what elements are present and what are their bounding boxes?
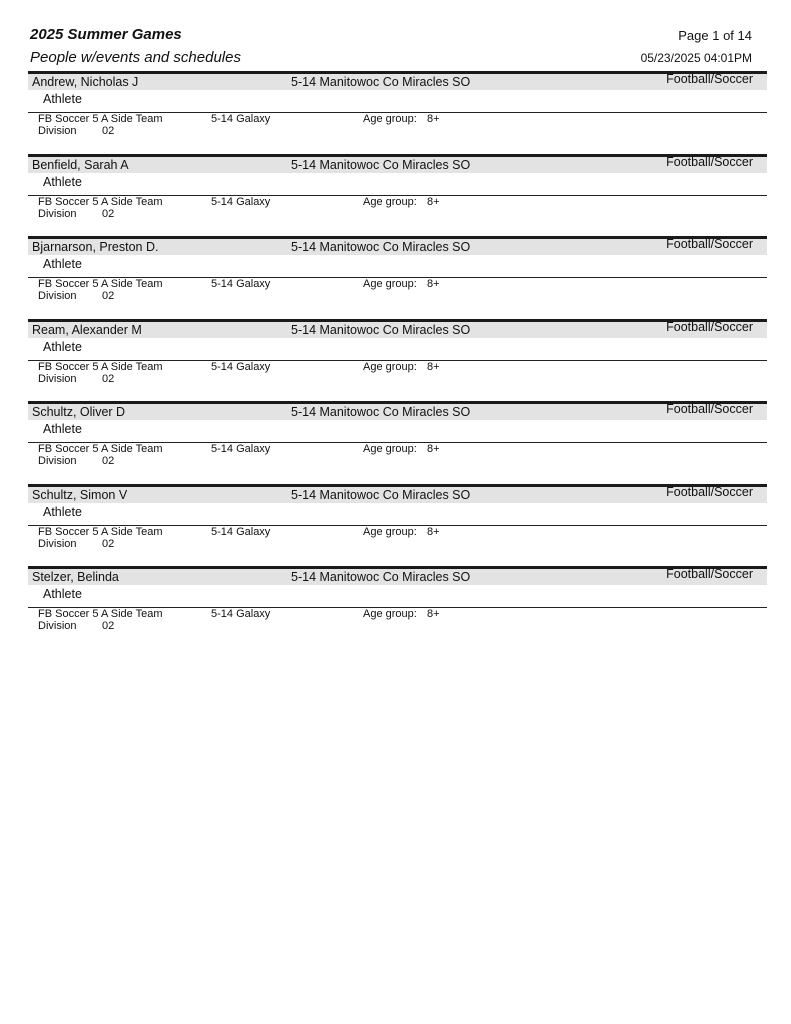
club-name: 5-14 Manitowoc Co Miracles SO <box>291 570 471 584</box>
person-name: Andrew, Nicholas J <box>32 75 139 89</box>
sport-name: Football/Soccer <box>666 154 753 169</box>
division-value: 02 <box>102 455 115 467</box>
event-name: FB Soccer 5 A Side Team <box>38 195 163 208</box>
division-label: Division <box>38 290 77 302</box>
person-role: Athlete <box>43 587 82 601</box>
club-name: 5-14 Manitowoc Co Miracles SO <box>291 487 471 502</box>
page-number: Page 1 of 14 <box>678 28 752 43</box>
age-group-label: Age group: <box>363 278 417 290</box>
person-record <box>28 566 767 649</box>
person-name: Schultz, Oliver D <box>32 405 126 419</box>
division-value: 02 <box>102 537 115 550</box>
sport-name: Football/Soccer <box>666 72 753 86</box>
report-header <box>30 26 752 70</box>
event-name: FB Soccer 5 A Side Team <box>38 360 163 373</box>
person-name: Benfield, Sarah A <box>32 157 129 172</box>
person-role: Athlete <box>43 504 82 519</box>
team-name: 5-14 Galaxy <box>211 443 271 455</box>
division-label: Division <box>38 537 77 550</box>
event-name: FB Soccer 5 A Side Team <box>38 525 163 538</box>
age-group-value: 8+ <box>427 608 440 620</box>
age-group-value: 8+ <box>427 113 440 125</box>
person-list <box>28 71 767 649</box>
age-group-label: Age group: <box>363 525 417 538</box>
age-group-label: Age group: <box>363 195 417 208</box>
person-name: Schultz, Simon V <box>32 487 128 502</box>
age-group-label: Age group: <box>363 113 417 125</box>
division-label: Division <box>38 455 77 467</box>
age-group-value: 8+ <box>427 443 440 455</box>
division-value: 02 <box>102 290 115 302</box>
person-role: Athlete <box>43 422 82 436</box>
age-group-value: 8+ <box>427 278 440 290</box>
sport-name: Football/Soccer <box>666 567 753 581</box>
club-name: 5-14 Manitowoc Co Miracles SO <box>291 322 471 337</box>
person-name: Ream, Alexander M <box>32 322 142 337</box>
sport-name: Football/Soccer <box>666 484 753 499</box>
person-name: Bjarnarson, Preston D. <box>32 240 159 254</box>
age-group-label: Age group: <box>363 608 417 620</box>
person-record <box>28 319 767 402</box>
age-group-value: 8+ <box>427 360 440 373</box>
event-name: FB Soccer 5 A Side Team <box>38 278 163 290</box>
event-name: FB Soccer 5 A Side Team <box>38 608 163 620</box>
age-group-value: 8+ <box>427 195 440 208</box>
person-record <box>28 484 767 567</box>
club-name: 5-14 Manitowoc Co Miracles SO <box>291 240 471 254</box>
division-label: Division <box>38 207 77 220</box>
division-label: Division <box>38 620 77 632</box>
club-name: 5-14 Manitowoc Co Miracles SO <box>291 157 471 172</box>
age-group-label: Age group: <box>363 360 417 373</box>
person-record <box>28 71 767 154</box>
person-role: Athlete <box>43 174 82 189</box>
sport-name: Football/Soccer <box>666 402 753 416</box>
person-record <box>28 154 767 237</box>
age-group-value: 8+ <box>427 525 440 538</box>
person-record <box>28 401 767 484</box>
club-name: 5-14 Manitowoc Co Miracles SO <box>291 75 471 89</box>
person-role: Athlete <box>43 257 82 271</box>
age-group-label: Age group: <box>363 443 417 455</box>
person-record <box>28 236 767 319</box>
division-value: 02 <box>102 207 115 220</box>
team-name: 5-14 Galaxy <box>211 278 271 290</box>
team-name: 5-14 Galaxy <box>211 113 271 125</box>
sport-name: Football/Soccer <box>666 237 753 251</box>
division-value: 02 <box>102 620 115 632</box>
event-name: FB Soccer 5 A Side Team <box>38 113 163 125</box>
report-title: 2025 Summer Games <box>30 26 182 43</box>
person-role: Athlete <box>43 339 82 354</box>
report-timestamp: 05/23/2025 04:01PM <box>640 51 752 65</box>
person-name: Stelzer, Belinda <box>32 570 119 584</box>
sport-name: Football/Soccer <box>666 319 753 334</box>
division-label: Division <box>38 125 77 137</box>
club-name: 5-14 Manitowoc Co Miracles SO <box>291 405 471 419</box>
team-name: 5-14 Galaxy <box>211 608 271 620</box>
division-value: 02 <box>102 372 115 385</box>
team-name: 5-14 Galaxy <box>211 525 271 538</box>
team-name: 5-14 Galaxy <box>211 360 271 373</box>
team-name: 5-14 Galaxy <box>211 195 271 208</box>
report-subtitle: People w/events and schedules <box>30 49 241 66</box>
division-value: 02 <box>102 125 115 137</box>
division-label: Division <box>38 372 77 385</box>
person-role: Athlete <box>43 92 82 106</box>
event-name: FB Soccer 5 A Side Team <box>38 443 163 455</box>
